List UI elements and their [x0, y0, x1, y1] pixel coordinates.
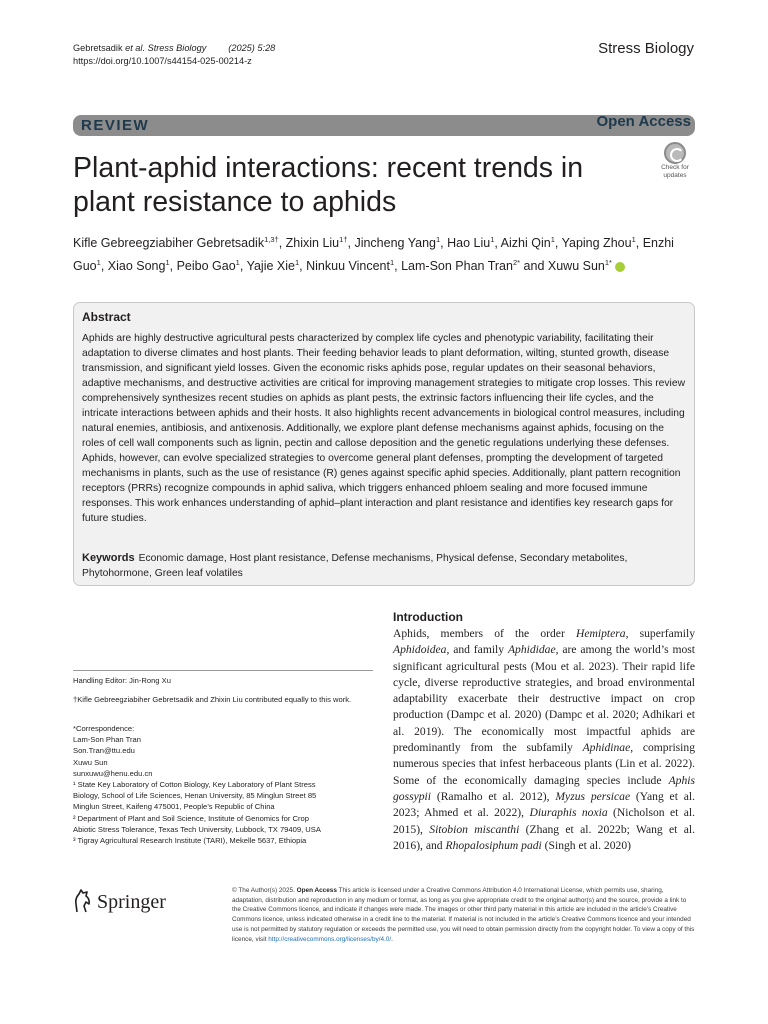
authors-and: and: [520, 259, 548, 274]
springer-horse-icon: [73, 888, 93, 914]
correspondence-line: Xuwu Sun: [73, 757, 108, 767]
author-separator: ,: [635, 236, 643, 251]
abstract-box: [73, 302, 695, 586]
taxon-name: Aphidoidea: [393, 643, 447, 657]
taxon-name: Rhopalosiphum padi: [445, 838, 542, 852]
footnote-divider: [73, 670, 373, 671]
author-separator: ,: [239, 259, 247, 274]
article-type-label: REVIEW: [81, 117, 150, 134]
keywords-text: Economic damage, Host plant resistance, Defense mechanisms, Physical defense, Secondary metabolites, Phytohormone, Green leaf volatiles: [82, 553, 628, 579]
publisher-name: Springer: [97, 891, 166, 913]
taxon-name: Sitobion miscanthi: [429, 822, 520, 836]
intro-text-run: (Yang et al. 2023; Ahmed et al. 2022),: [393, 789, 695, 820]
doi-link[interactable]: https://doi.org/10.1007/s44154-025-00214-z: [73, 56, 252, 66]
taxon-name: Hemiptera: [575, 627, 626, 640]
check-for-updates-badge[interactable]: [655, 140, 695, 180]
author-separator: ,: [100, 259, 108, 274]
correspondence-line: *Correspondence:: [73, 724, 135, 733]
abstract-heading: Abstract: [82, 310, 131, 324]
keywords: [82, 551, 688, 581]
author-name[interactable]: Zhixin Liu: [285, 236, 340, 251]
author-affiliation-sup: 1: [294, 258, 300, 268]
author-affiliation-sup: 1: [490, 235, 495, 244]
author-affiliation-sup: 1†: [339, 235, 348, 244]
open-access-label: Open Access: [596, 113, 691, 130]
intro-text-run: (Zhang et al. 2022b; Wang et al. 2016), and: [393, 822, 695, 852]
license-text: © The Author(s) 2025. Open Access This article is licensed under a Creative Commons Attribution 4.0 International License, which permits use, sharing, adaptation, distribution and reproduction in any medium or format, as long as you give appropriate credit to the original author(s) and the source, provide a link to the Creative Commons licence, and indicate if changes were made. The images or other third party material in this article are included in the article’s Creative Commons licence, unless indicated otherwise in a credit line to the material. If material is not included in the article’s Creative Commons licence and your intended use is not permitted by statutory regulation or exceeds the permitted use, you will need to obtain permission directly from the copyright holder. To view a copy of this licence, visit http://creativecommons.org/licenses/by/4.0/.: [232, 887, 695, 943]
intro-text-run: , are among the world’s most significant agricultural pests (Mou et al. 2023). Their rapid life cycle, diverse reproductive strategies, and broad environmental adaptability exacerbate their destructive impact on crop production (Dampc et al. 2020) (Dampc et al. 2020; Adhikari et al. 2019). The economically most impactful aphids are predominantly from the subfamily: [393, 643, 695, 755]
author-name[interactable]: Xiao Song: [107, 259, 166, 274]
author-name[interactable]: Aizhi Qin: [500, 236, 551, 251]
keywords-heading: Keywords: [82, 552, 135, 564]
correspondence-line: ¹ State Key Laboratory of Cotton Biology, Key Laboratory of Plant Stress: [73, 780, 316, 790]
taxon-name: Diuraphis noxia: [529, 806, 608, 820]
author-affiliation-sup: 2*: [512, 258, 521, 268]
citation-journal: Stress Biology: [145, 43, 207, 53]
journal-name: Stress Biology: [598, 40, 694, 57]
article-title: Plant-aphid interactions: recent trends in plant resistance to aphids: [73, 152, 584, 218]
author-affiliation-sup: 1: [235, 258, 240, 268]
author-affiliation-sup: 1: [165, 258, 170, 268]
intro-text-run: (Nicholson et al. 2015),: [393, 806, 695, 836]
author-name[interactable]: Lam-Son Phan Tran: [401, 259, 513, 274]
correspondence-line: Abiotic Stress Tolerance, Texas Tech University, Lubbock, TX 79409, USA: [73, 824, 321, 834]
taxon-name: Aphididae: [507, 643, 556, 657]
author-affiliation-sup: 1: [96, 258, 101, 268]
correspondence-line: Biology, School of Life Sciences, Henan University, 85 Minglun Street 85: [73, 791, 317, 801]
intro-text-run: , comprising numerous species that infest herbaceous plants (Lin et al. 2022). Some of the economically damaging species include: [393, 741, 696, 787]
citation-header: [73, 42, 275, 68]
springer-logo: [73, 886, 183, 916]
license-link[interactable]: http://creativecommons.org/licenses/by/4.0/: [268, 935, 392, 943]
taxon-name: Aphis gossypii: [393, 773, 695, 803]
author-affiliation-sup: 1: [631, 235, 636, 244]
author-name[interactable]: Kifle Gebreegziabiher Gebretsadik: [73, 236, 265, 251]
intro-text-run: , superfamily: [625, 627, 695, 640]
author-affiliation-sup: 1: [436, 235, 441, 244]
citation-etal: et al.: [125, 43, 146, 53]
correspondence-block: [73, 723, 373, 846]
author-separator: ,: [394, 259, 402, 274]
intro-text-run: Aphids, members of the order: [393, 627, 576, 640]
author-name[interactable]: Yajie Xie: [246, 259, 295, 274]
author-separator: ,: [494, 236, 501, 251]
correspondence-line: ² Department of Plant and Soil Science, Institute of Genomics for Crop: [73, 813, 309, 823]
introduction-text: [393, 626, 695, 854]
author-name[interactable]: Hao Liu: [447, 236, 491, 251]
intro-text-run: (Singh et al. 2020): [541, 838, 631, 852]
abstract-text: Aphids are highly destructive agricultural pests characterized by complex life cycles and phenotypic variability, facilitating their adaptation to diverse climates and host plants. Their feeding behavior leads to plant deformation, wilting, stunted growth, disease transmission, and significant yield losses. Given the economic risks aphids pose, regular updates on their seasonal behaviors, adaptive mechanisms, and destructive activities are critical for improving management strategies to mitigate crop losses. This review comprehensively synthesizes recent studies on aphids as plant pests, the extrinsic factors influencing their life cycles, and the intricate interactions between aphids and their hosts. It also highlights recent advancements in biological control measures, including natural enemies, antibiosis, and antixenosis. Additionally, we explore plant defense mechanisms against aphids, focusing on the roles of cell wall components such as lignin, pectin and callose deposition and the genetic regulations underlying these defenses. Aphids, however, can evolve specialized strategies to overcome general plant defenses, prompting the development of targeted mechanisms in plants, such as the use of resistance (R) genes against specific aphid species. Additionally, plant pattern recognition receptors (PRRs) recognize compounds in aphid saliva, which triggers enhanced phloem sealing and more focused immune responses. This work enhances understanding of aphid–plant interaction and plant resistance and identifies key research gaps for future studies.: [82, 333, 686, 524]
author-separator: ,: [278, 236, 286, 251]
taxon-name: Aphidinae: [582, 741, 631, 755]
author-affiliation-sup: 1,3†: [264, 235, 279, 244]
citation-year: (2025) 5:28: [228, 43, 276, 53]
correspondence-line: Lam-Son Phan Tran: [73, 735, 141, 745]
handling-editor-note: Handling Editor: Jin-Rong Xu: [73, 676, 171, 685]
author-separator: ,: [347, 236, 355, 251]
citation-line: Gebretsadik et al. Stress Biology (2025) 5:28: [73, 43, 276, 53]
equal-contribution-note: †Kifle Gebreegziabiher Gebretsadik and Zhixin Liu contributed equally to this work.: [73, 695, 352, 704]
author-name[interactable]: Jincheng Yang: [354, 236, 436, 251]
author-list: [73, 230, 695, 276]
license-open-access: Open Access: [296, 887, 337, 894]
introduction-heading: Introduction: [393, 610, 463, 624]
author-affiliation-sup: 1: [550, 235, 555, 244]
author-name[interactable]: Xuwu Sun: [547, 259, 605, 274]
author-name[interactable]: Yaping Zhou: [561, 236, 632, 251]
check-for-updates-icon: [664, 142, 686, 164]
check-for-updates-label: Check for updates: [661, 164, 689, 179]
author-name[interactable]: Peibo Gao: [176, 259, 236, 274]
intro-text-run: , and family: [446, 643, 508, 657]
author-affiliation-sup: 1*: [604, 258, 612, 268]
author-separator: ,: [554, 236, 562, 251]
correspondence-line: ³ Tigray Agricultural Research Institute (TARI), Mekelle 5637, Ethiopia: [73, 836, 307, 846]
author-separator: ,: [169, 259, 177, 274]
correspondence-line[interactable]: sunxuwu@henu.edu.cn: [73, 768, 153, 778]
author-name[interactable]: Ninkuu Vincent: [306, 259, 390, 274]
author-name[interactable]: Enzhi Guo: [73, 236, 674, 274]
author-separator: ,: [440, 236, 448, 251]
author-separator: ,: [299, 259, 307, 274]
correspondence-line: Minglun Street, Kaifeng 475001, People’s Republic of China: [73, 802, 275, 812]
taxon-name: Myzus persicae: [555, 789, 631, 803]
orcid-icon[interactable]: [615, 262, 625, 272]
author-affiliation-sup: 1: [389, 258, 395, 268]
article-type-banner: [73, 115, 695, 136]
correspondence-line[interactable]: Son.Tran@ttu.edu: [73, 746, 135, 756]
intro-text-run: (Ramalho et al. 2012),: [431, 789, 556, 803]
